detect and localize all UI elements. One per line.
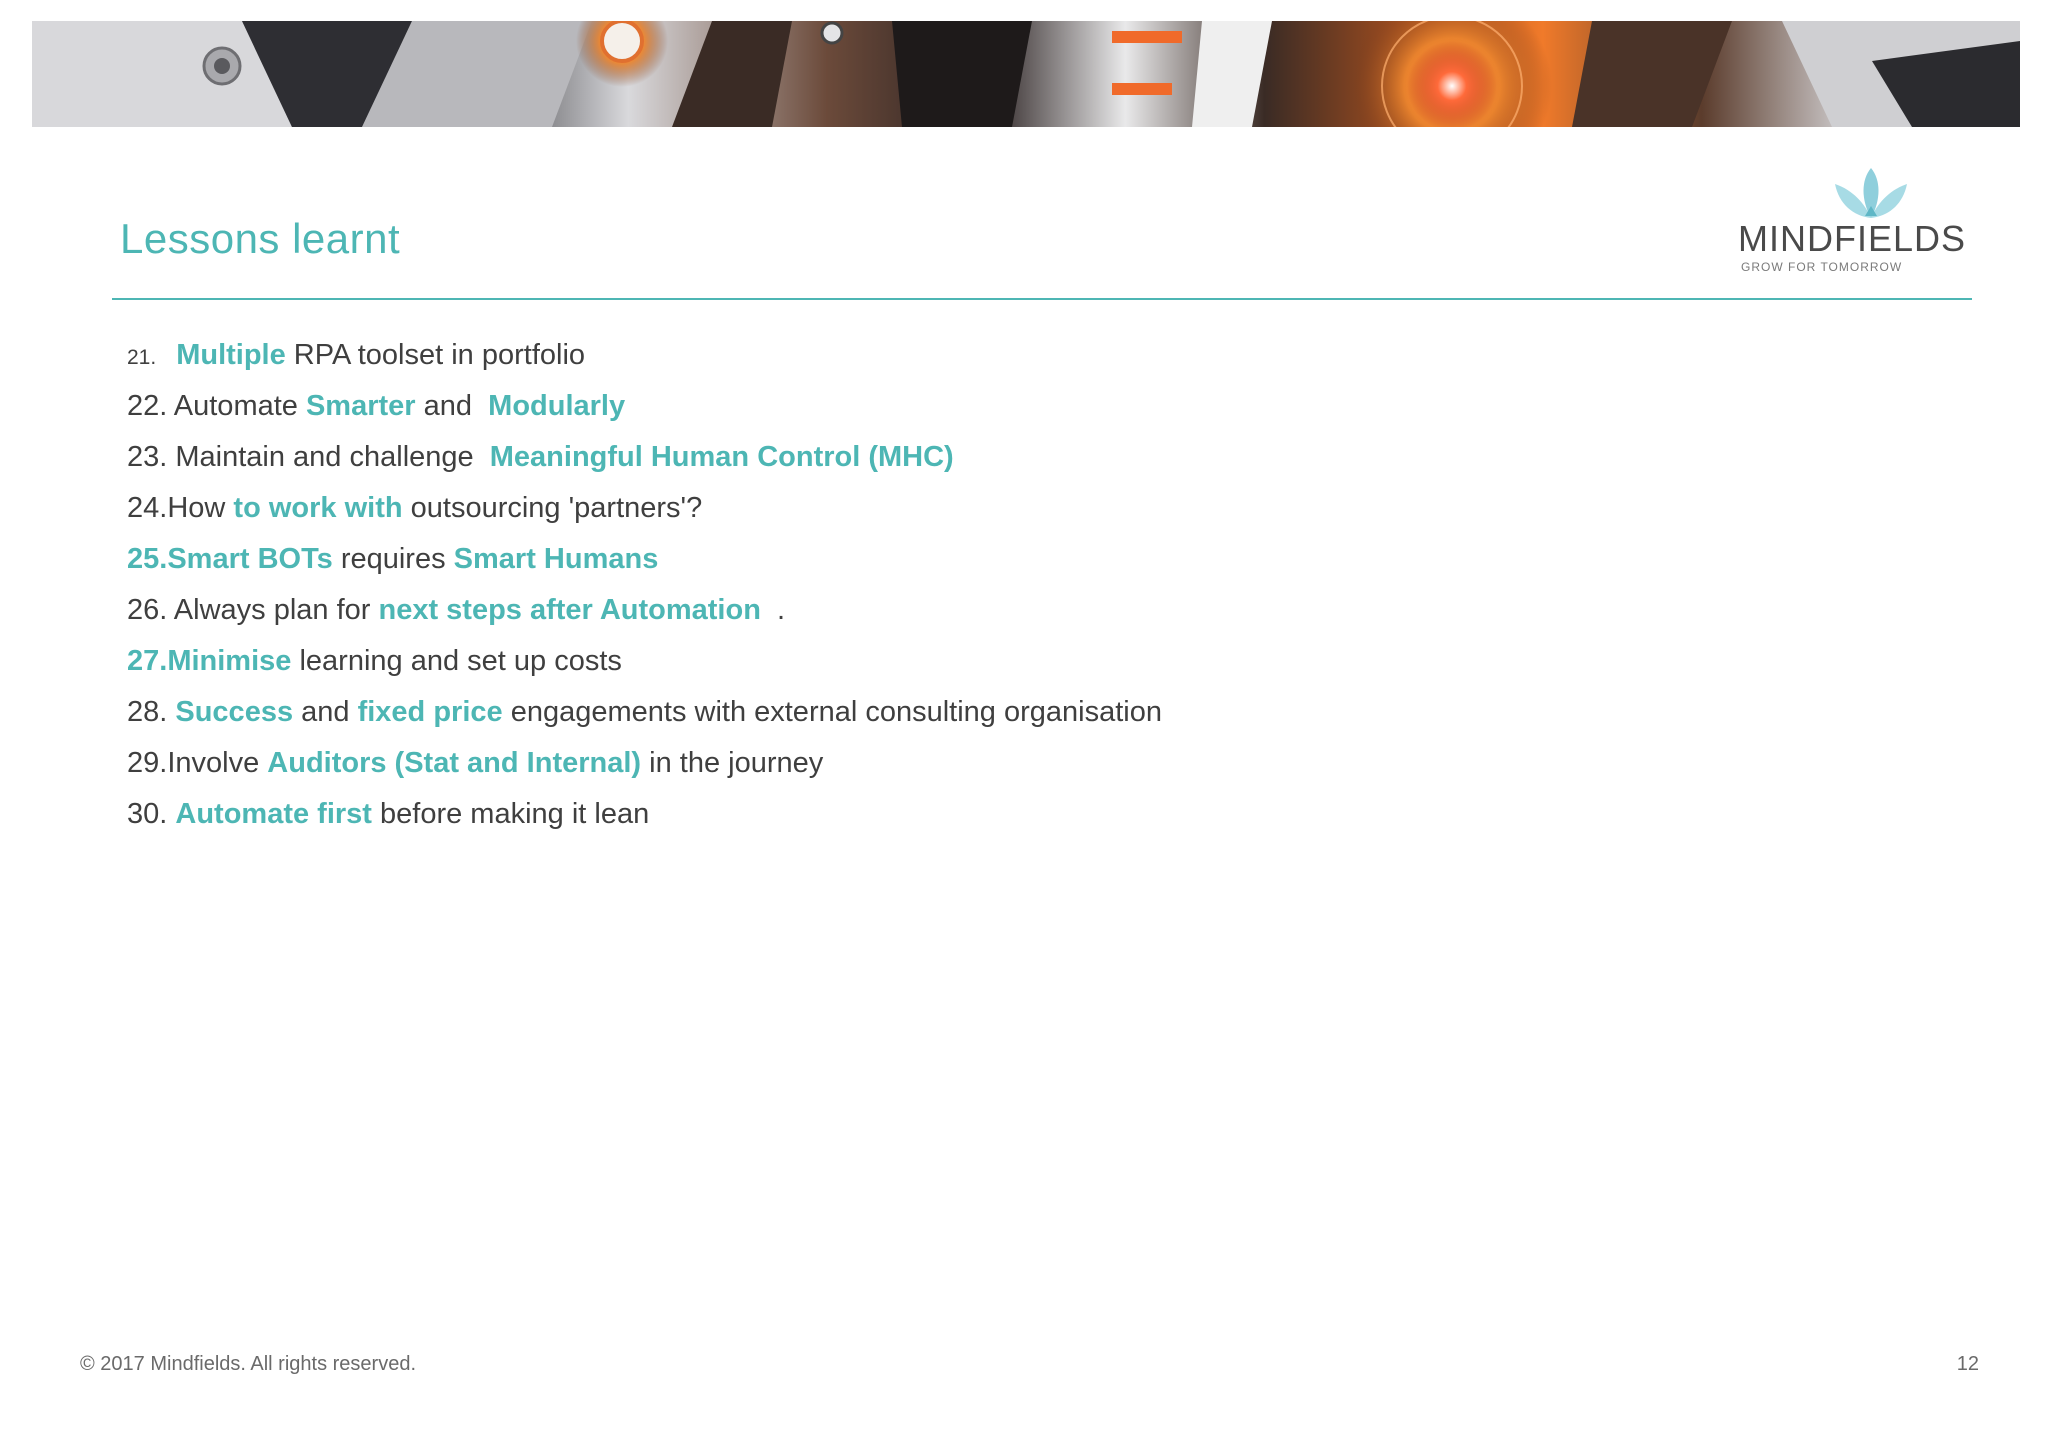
body-text: requires — [332, 543, 454, 575]
list-item — [127, 636, 1162, 687]
body-text: outsourcing 'partners'? — [402, 492, 703, 524]
body-text: in the journey — [641, 747, 824, 779]
item-number: 24. — [127, 492, 168, 524]
body-text: How — [167, 492, 234, 524]
body-text: engagements with external consulting organisation — [502, 696, 1162, 728]
highlight-text: to work with — [233, 492, 403, 524]
list-item — [127, 534, 1162, 585]
title-divider — [112, 298, 1972, 300]
list-item — [127, 789, 1162, 840]
lotus-icon — [1831, 166, 1911, 220]
highlight-text: Multiple — [176, 339, 286, 371]
highlight-text: Automate first — [175, 798, 372, 830]
list-item — [127, 585, 1162, 636]
highlight-text: fixed price — [357, 696, 503, 728]
list-item — [127, 381, 1162, 432]
item-number: 26. — [127, 594, 174, 626]
body-text: Maintain and challenge — [175, 441, 490, 473]
highlight-text: Auditors (Stat and Internal) — [267, 747, 642, 779]
item-number: 22. — [127, 390, 174, 422]
footer-copyright: © 2017 Mindfields. All rights reserved. — [80, 1353, 417, 1375]
body-text: and — [293, 696, 358, 728]
body-text: Involve — [167, 747, 268, 779]
company-logo — [1738, 166, 1988, 276]
robot-machinery-image — [32, 21, 2020, 127]
body-text: . — [760, 594, 786, 626]
highlight-text: next steps after Automation — [378, 594, 761, 626]
logo-tagline: GROW FOR TOMORROW — [1741, 260, 1903, 274]
item-number: 23. — [127, 441, 176, 473]
highlight-text: 25.Smart BOTs — [127, 543, 333, 575]
lessons-list — [127, 330, 1162, 840]
highlight-text: Success — [175, 696, 294, 728]
item-number: 21. — [127, 346, 157, 369]
body-text: RPA toolset in portfolio — [285, 339, 586, 371]
highlight-text: Meaningful Human Control (MHC) — [489, 441, 954, 473]
highlight-text: Smart Humans — [453, 543, 659, 575]
list-item — [127, 738, 1162, 789]
body-text: Always plan for — [173, 594, 379, 626]
page-title: Lessons learnt — [120, 215, 401, 262]
list-item — [127, 432, 1162, 483]
body-text: before making it lean — [371, 798, 650, 830]
highlight-text: Smarter — [305, 390, 416, 422]
header-banner-image — [32, 21, 2020, 127]
item-number: 28. — [127, 696, 176, 728]
item-number: 30. — [127, 798, 176, 830]
body-text: Automate — [173, 390, 306, 422]
highlight-text: 27.Minimise — [127, 645, 292, 677]
page-number: 12 — [1956, 1353, 1979, 1375]
body-text: and — [415, 390, 489, 422]
body-text: learning and set up costs — [291, 645, 622, 677]
highlight-text: Modularly — [488, 390, 626, 422]
logo-wordmark: MINDFIELDS — [1738, 218, 1967, 259]
list-item — [127, 483, 1162, 534]
list-item — [127, 687, 1162, 738]
item-number: 29. — [127, 747, 168, 779]
list-item — [127, 330, 1162, 381]
